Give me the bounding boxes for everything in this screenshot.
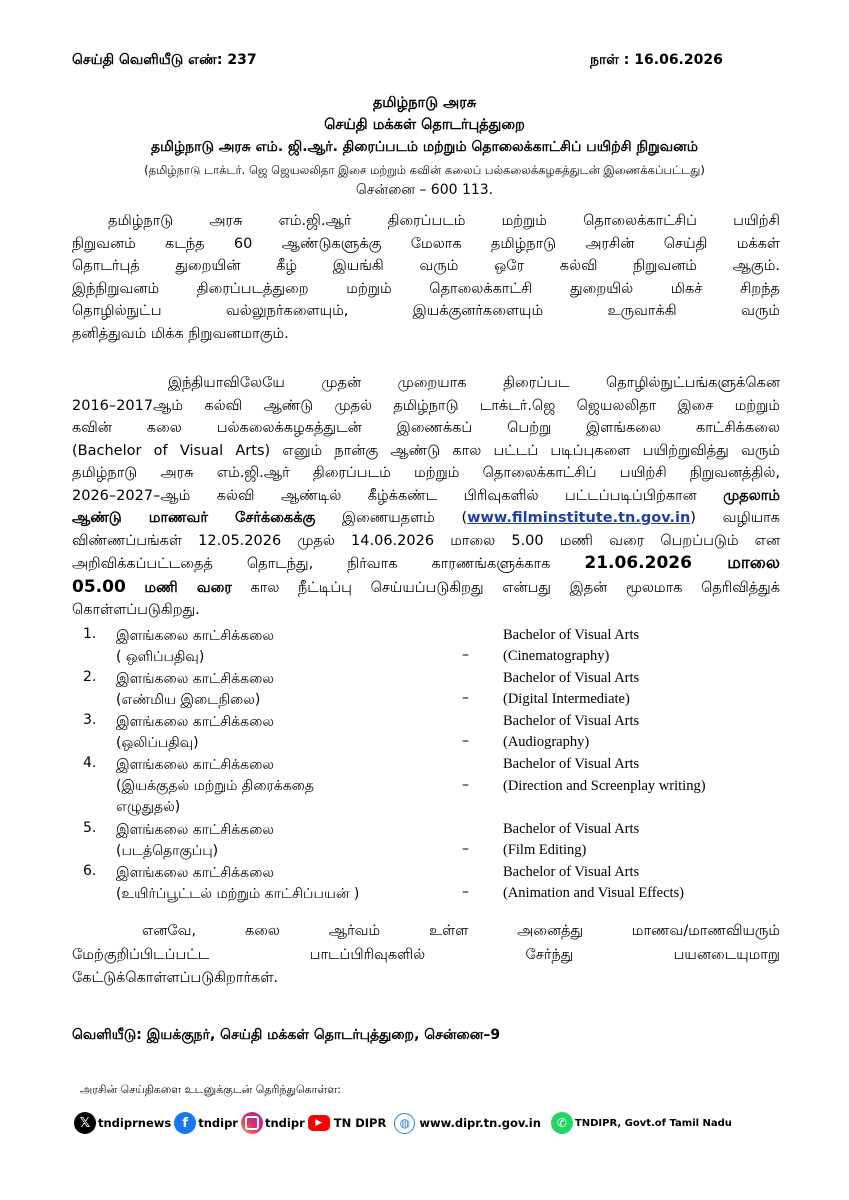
- issued-by: வெளியீடு: இயக்குநர், செய்தி மக்கள் தொடர்புத்துறை, சென்னை–9: [72, 1027, 501, 1043]
- release-date: நாள் : 16.06.2026: [590, 52, 723, 68]
- title-govt: தமிழ்நாடு அரசு: [372, 95, 477, 111]
- youtube-handle[interactable]: TN DIPR: [333, 1116, 387, 1130]
- footer-note: அரசின் செய்திகளை உடனுக்குடன் தெரிந்துகொள்ள:: [80, 1083, 341, 1096]
- instagram-handle[interactable]: tndipr: [264, 1116, 305, 1130]
- title-affiliation: (தமிழ்நாடு டாக்டர். ஜெ ஜெயலலிதா இசை மற்றும் கவின் கலைப் பல்கலைக்கழகத்துடன் இணைக்கப்பட்டது): [144, 163, 705, 177]
- facebook-handle[interactable]: tndipr: [198, 1116, 238, 1130]
- whatsapp-icon: ✆: [551, 1112, 573, 1134]
- title-city: சென்னை – 600 113.: [355, 182, 494, 198]
- website-url[interactable]: www.dipr.tn.gov.in: [419, 1116, 541, 1130]
- x-icon: 𝕏: [74, 1112, 96, 1134]
- whatsapp-channel[interactable]: TNDIPR, Govt.of Tamil Nadu: [574, 1117, 732, 1129]
- youtube-icon: ▶: [308, 1115, 330, 1131]
- website-link[interactable]: www.filminstitute.tn.gov.in: [467, 510, 691, 526]
- title-institute: தமிழ்நாடு அரசு எம். ஜி.ஆர். திரைப்படம் மற்றும் தொலைக்காட்சிப் பயிற்சி நிறுவனம்: [151, 139, 698, 155]
- social-links: [74, 1110, 774, 1136]
- instagram-icon: [241, 1112, 263, 1134]
- closing-paragraph: எனவே, கலை ஆர்வம் உள்ள அனைத்து மாணவ/மாணவியரும் மேற்குறிப்பிடப்பட்ட பாடப்பிரிவுகளில் சேர்ந்து பயனடையுமாறு கேட்டுக்கொள்ளப்படுகிறார்கள்.: [72, 923, 780, 986]
- deadline-date: 21.06.2026 மாலை: [584, 553, 780, 573]
- globe-icon: ◍: [394, 1113, 415, 1134]
- x-handle[interactable]: tndiprnews: [98, 1116, 172, 1130]
- title-dept: செய்தி மக்கள் தொடர்புத்துறை: [324, 117, 525, 133]
- facebook-icon: f: [174, 1112, 196, 1134]
- release-number: செய்தி வெளியீடு எண்: 237: [72, 52, 257, 68]
- intro-paragraph: தமிழ்நாடு அரசு எம்.ஜி.ஆர் திரைப்படம் மற்றும் தொலைக்காட்சிப் பயிற்சி நிறுவனம் கடந்த 60 ஆண்டுகளுக்கு மேலாக தமிழ்நாடு அரசின் செய்தி மக்கள் தொடர்புத் துறையின் கீழ் இயங்கி வரும் ஒரே கல்வி நிறுவனம் ஆகும். இந்நிறுவனம் திரைப்படத்துறை மற்றும் தொலைக்காட்சி துறையில் மிகச் சிறந்த தொழில்நுட்ப வல்லுநர்களையும், இயக்குனர்களையும் உருவாக்கி வரும் தனித்துவம் மிக்க நிறுவனமாகும்.: [72, 213, 780, 342]
- admission-paragraph: இந்தியாவிலேயே முதன் முறையாக திரைப்பட தொழில்நுட்பங்களுக்கென 2016–2017ஆம் கல்வி ஆண்டு முதல் தமிழ்நாடு டாக்டர்.ஜெ ஜெயலலிதா இசை மற்றும் கவின் கலை பல்கலைக்கழகத்துடன் இணைக்கப் பெற்று இளங்கலை காட்சிக்கலை (Bachelor of Visual Arts) எனும் நான்கு ஆண்டு கால பட்டப் படிப்புகளை பயிற்றுவித்து வரும் தமிழ்நாடு அரசு எம்.ஜி.ஆர் திரைப்படம் மற்றும் தொலைக்காட்சிப் பயிற்சி நிறுவனத்தில், 2026–2027–ஆம் கல்வி ஆண்டில் கீழ்க்கண்ட பிரிவுகளில் பட்டப்படிப்பிற்கான முதலாம் ஆண்டு மாணவர் சேர்க்கைக்கு இணையதளம் (www.filminstitute.tn.gov.in) வழியாக விண்ணப்பங்கள் 12.05.2026 முதல் 14.06.2026 மாலை 5.00 மணி வரை பெறப்படும் என அறிவிக்கப்பட்டதைத் தொடந்து, நிர்வாக காரணங்களுக்காக 21.06.2026 மாலை 05.00 மணி வரை கால நீட்டிப்பு செய்யப்படுகிறது என்பது இதன் மூலமாக தெரிவித்துக் கொள்ளப்படுகிறது.: [72, 375, 781, 618]
